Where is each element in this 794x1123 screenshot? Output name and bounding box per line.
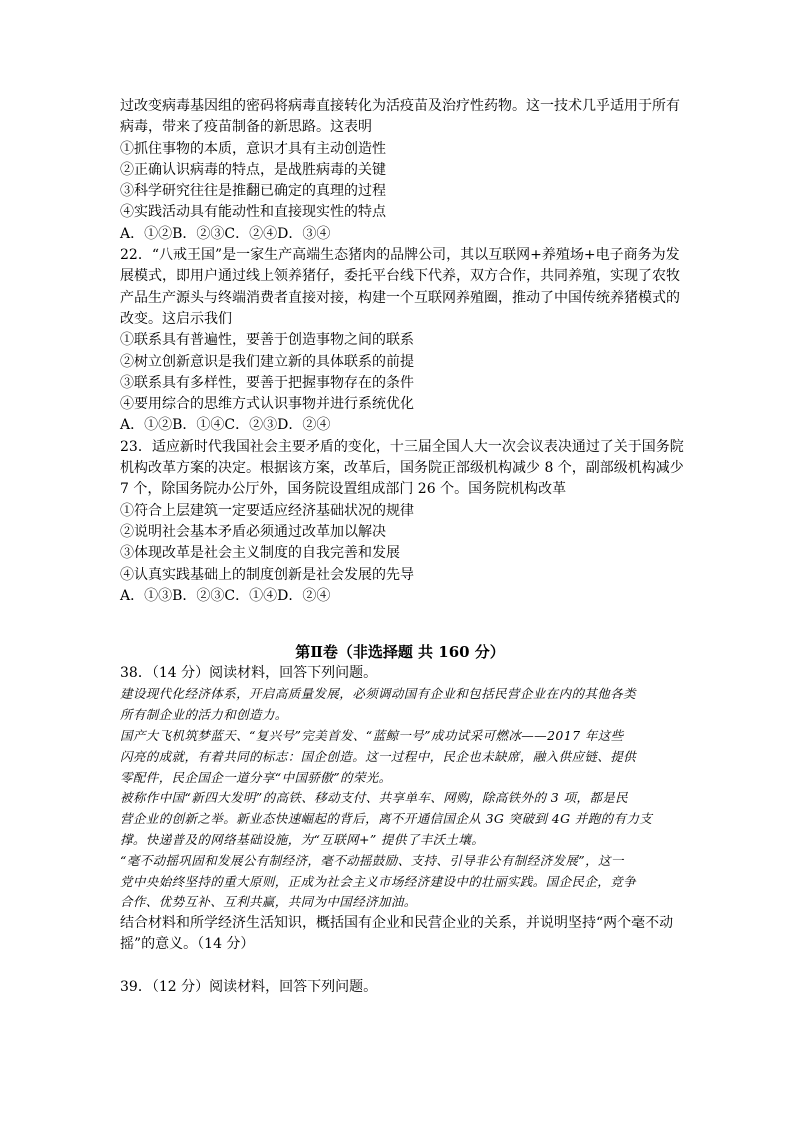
q21-option-4: ④实践活动具有能动性和直接现实性的特点 [120, 204, 386, 221]
q38-material-line: 国产大飞机筑梦蓝天、“复兴号”完美首发、“蓝鲸一号”成功试采可燃冰——2017 年这些 [120, 728, 624, 744]
q38-material-line: 建设现代化经济体系，开启高质量发展，必须调动国有企业和包括民营企业在内的其他各类 [120, 686, 637, 702]
q38-material-line: “毫不动摇巩固和发展公有制经济，毫不动摇鼓励、支持、引导非公有制经济发展”，这一 [120, 852, 624, 868]
question-39 [120, 977, 680, 998]
section-2-title: 第Ⅱ卷（非选择题 共 160 分） [295, 643, 505, 662]
q23-stem-line: 机构改革方案的决定。根据该方案，改革后，国务院正部级机构减少 8 个，副部级机构减少 [120, 460, 684, 477]
section-spacer [120, 607, 680, 641]
q23-stem-line: 23．适应新时代我国社会主要矛盾的变化，十三届全国人大一次会议表决通过了关于国务院 [120, 438, 684, 455]
q22-option-4: ④要用综合的思维方式认识事物并进行系统优化 [120, 396, 414, 413]
q39-intro: 39．（12 分）阅读材料，回答下列问题。 [120, 978, 378, 995]
q38-material-line: 撑。快递普及的网络基础设施，为“互联网+” 提供了丰沃土壤。 [120, 832, 485, 847]
q22-stem-line: 22．“八戒王国”是一家生产高端生态猪肉的品牌公司，其以互联网+养殖场+电子商务为发 [120, 247, 680, 264]
q22-option-3: ③联系具有多样性，要善于把握事物存在的条件 [120, 374, 414, 391]
page-content [120, 96, 684, 998]
q38-intro: 38．（14 分）阅读材料，回答下列问题。 [120, 665, 378, 682]
q38-material-line: 合作、优势互补、互利共赢，共同为中国经济加油。 [120, 894, 417, 910]
q22-stem-line: 改变。这启示我们 [120, 310, 232, 327]
q23-option-1: ①符合上层建筑一定要适应经济基础状况的规律 [120, 502, 414, 519]
q21-option-2: ②正确认识病毒的特点，是战胜病毒的关键 [120, 161, 386, 178]
q23-answer-choices: A．①③B．②③C．①④D．②④ [120, 587, 331, 604]
q21-stem-line: 病毒，带来了疫苗制备的新思路。这表明 [120, 119, 372, 136]
q21-answer-choices: A．①②B．②③C．②④D．③④ [120, 225, 331, 242]
q38-material-line: 零配件，民企国企一道分享“中国骄傲”的荣光。 [120, 769, 392, 785]
q38-question-line: 摇”的意义。（14 分） [120, 936, 255, 953]
q38-material-line: 党中央始终坚持的重大原则，正成为社会主义市场经济建设中的壮丽实践。国企民企，竞争 [120, 873, 637, 889]
q38-material-line: 营企业的创新之举。新业态快速崛起的背后，离不开通信国企从 3G 突破到 4G 并跑的有力支 [120, 811, 653, 827]
q22-stem-line: 展模式，即用户通过线上领养猪仔，委托平台线下代养，双方合作，共同养殖，实现了农牧 [120, 268, 680, 285]
q22-option-1: ①联系具有普遍性，要善于创造事物之间的联系 [120, 332, 414, 349]
q23-option-3: ③体现改革是社会主义制度的自我完善和发展 [120, 545, 400, 562]
q23-option-2: ②说明社会基本矛盾必须通过改革加以解决 [120, 523, 386, 540]
q38-material-line: 被称作中国“新四大发明”的高铁、移动支付、共享单车、网购，除高铁外的 3 项，都是民 [120, 790, 628, 806]
q22-stem-line: 产品生产源头与终端消费者直接对接，构建一个互联网养殖圈，推动了中国传统养猪模式的 [120, 289, 680, 306]
question-22 [120, 245, 680, 437]
question-23 [120, 437, 684, 607]
question-spacer [120, 956, 680, 977]
question-21 [120, 96, 680, 245]
q21-option-3: ③科学研究往往是推翻已确定的真理的过程 [120, 183, 386, 200]
q38-material-line: 所有制企业的活力和创造力。 [120, 707, 288, 723]
q22-option-2: ②树立创新意识是我们建立新的具体联系的前提 [120, 353, 414, 370]
q21-option-1: ①抓住事物的本质，意识才具有主动创造性 [120, 140, 386, 157]
q21-stem-line: 过改变病毒基因组的密码将病毒直接转化为活疫苗及治疗性药物。这一技术几乎适用于所有 [120, 98, 680, 114]
q22-answer-choices: A．①②B．①④C．②③D．②④ [120, 417, 331, 434]
question-38 [120, 663, 680, 956]
q23-stem-line: 7 个，除国务院办公厅外，国务院设置组成部门 26 个。国务院机构改革 [120, 481, 567, 498]
q38-material-line: 闪亮的成就，有着共同的标志：国企创造。这一过程中，民企也未缺席，融入供应链、提供 [120, 748, 637, 764]
q38-question-line: 结合材料和所学经济生活知识，概括国有企业和民营企业的关系，并说明坚持“两个毫不动 [120, 915, 674, 932]
q23-option-4: ④认真实践基础上的制度创新是社会发展的先导 [120, 566, 414, 583]
